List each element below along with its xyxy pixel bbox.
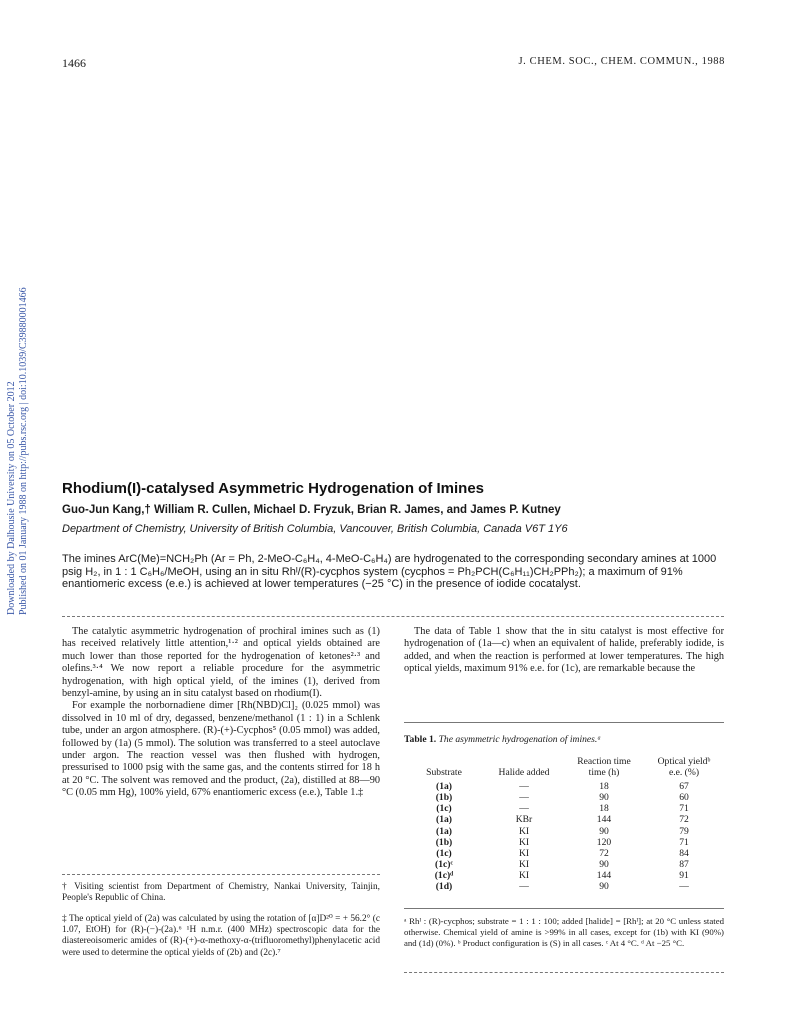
table-caption — [404, 734, 601, 745]
table-row: (1d) — 90 — — [435, 881, 689, 893]
table-row: (1a) KI 90 79 — [436, 825, 689, 837]
table-row: (1b) — 90 60 — [435, 792, 689, 804]
header-halide: Halide added — [498, 767, 550, 779]
discussion-paragraph: The data of Table 1 show that the in situ catalyst is most effective for hydrogenation of (1a—c) when an equivalent of halide, preferably iodide, is added, and when the reaction is performed at lower temperatures. The high optical yields, maximum 91% e.e. for (1c), are remarkable because the — [404, 626, 724, 675]
table-row: (1c) — 18 71 — [436, 803, 689, 815]
table-caption-label: Table 1. — [404, 734, 437, 745]
footnote-divider — [62, 874, 380, 875]
table-row: (1c) KI 72 84 — [436, 847, 689, 859]
footnote-dagger: † Visiting scientist from Department of Chemistry, Nankai University, Tainjin, People's Republic of China. — [62, 882, 380, 904]
table-row: (1a) KBr 144 72 — [436, 814, 689, 826]
header-substrate: Substrate — [426, 767, 462, 779]
page-number: 1466 — [62, 56, 86, 70]
header-yield: Optical yieldᵇ e.e. (%) — [657, 756, 711, 779]
procedure-paragraph: For example the norbornadiene dimer [Rh(NBD)Cl]₂ (0.025 mmol) was dissolved in 10 ml of dry, degassed, benzene/methanol (1 : 1) in a Schlenk tube, under an argon atmosphere. (R)-(+)-Cycphos⁵ (0.05 mmol) was added, followed by (1a) (5 mmol). The solution was transferred to a steel autoclave under argon. The reaction vessel was then flushed with hydrogen, pressurised to 1000 psig with the same gas, and the contents stirred for 18 h at 20 °C. The solvent was removed and the product, (2a), distilled at 88—90 °C (0.05 mm Hg), 100% yield, 67% enantiomeric excess (e.e.), Table 1.‡ — [62, 700, 380, 799]
abstract: The imines ArC(Me)=NCH₂Ph (Ar = Ph, 2-MeO-C₆H₄, 4-MeO-C₆H₄) are hydrogenated to the corresponding secondary amines at 1000 psig H₂, in 1 : 1 C₆H₆/MeOH, using an in situ Rhᴵ/(R)-cycphos system (cycphos = Ph₂PCH(C₆H₁₁)CH₂PPh₂); a maximum of 91% enantiomeric excess (e.e.) is achieved at lower temperatures (−25 °C) in the presence of iodide cocatalyst. — [62, 553, 717, 591]
header-time: Reaction time time (h) — [577, 756, 631, 779]
author-list: Guo-Jun Kang,† William R. Cullen, Michael D. Fryzuk, Brian R. James, and James P. Kutney — [62, 504, 561, 516]
table-row: (1c)ᵈ KI 144 91 — [434, 869, 689, 881]
left-column — [62, 626, 380, 800]
sidebar-doi-line[interactable]: Published on 01 January 1988 on http://pubs.rsc.org | doi:10.1039/C39880001466 — [18, 287, 29, 615]
results-table — [404, 756, 724, 892]
intro-paragraph: The catalytic asymmetric hydrogenation of prochiral imines such as (1) has received relatively little attention,¹·² and optical yields obtained are much lower than those reported for the hydrogenation of ketones²·³ and olefins.³·⁴ We now report a reliable procedure for the asymmetric hydrogenation, with high optical yield, of the imines (1), derived from benzyl-amine, by using an in situ catalyst based on rhodium(I). — [62, 626, 380, 700]
affiliation: Department of Chemistry, University of British Columbia, Vancouver, British Columbia, Canada V6T 1Y6 — [62, 523, 568, 535]
notes-end-rule — [404, 972, 724, 973]
journal-header: J. CHEM. SOC., CHEM. COMMUN., 1988 — [518, 56, 725, 67]
sidebar-download-line[interactable]: Downloaded by Dalhousie University on 05 October 2012 — [6, 381, 17, 615]
right-column — [404, 626, 724, 676]
table-row: (1a) — 18 67 — [436, 781, 689, 793]
article-title: Rhodium(I)-catalysed Asymmetric Hydrogenation of Imines — [62, 480, 485, 497]
table-caption-text: The asymmetric hydrogenation of imines.ᵃ — [438, 734, 602, 745]
table-row: (1b) KI 120 71 — [435, 836, 689, 848]
footnote-double-dagger: ‡ The optical yield of (2a) was calculated by using the rotation of [α]D²⁰ = + 56.2° (c 1.07, EtOH) for (R)-(−)-(2a).⁶ ¹H n.m.r. (400 MHz) spectroscopic data for the diastereoisomeric amides of (R)-(+)-α-methoxy-α-(trifluoromethyl)phenylacetic acid were used to determine the optical yields of (2b) and (2c).⁷ — [62, 914, 380, 958]
table-top-rule — [404, 722, 724, 723]
download-sidebar — [6, 255, 29, 615]
table-bottom-rule — [404, 908, 724, 909]
table-notes: ᵃ Rhᴵ : (R)-cycphos; substrate = 1 : 1 : 100; added [halide] = [Rhᴵ]; at 20 °C unless stated otherwise. Chemical yield of amine is >99% in all cases, except for (1b) with KI (90%) and (1d) (0%). ᵇ Product configuration is (S) in all cases. ᶜ At 4 °C. ᵈ At −25 °C. — [404, 916, 724, 948]
table-row: (1c)ᶜ KI 90 87 — [435, 858, 689, 870]
abstract-divider — [62, 616, 724, 617]
table-header-row — [404, 756, 724, 781]
